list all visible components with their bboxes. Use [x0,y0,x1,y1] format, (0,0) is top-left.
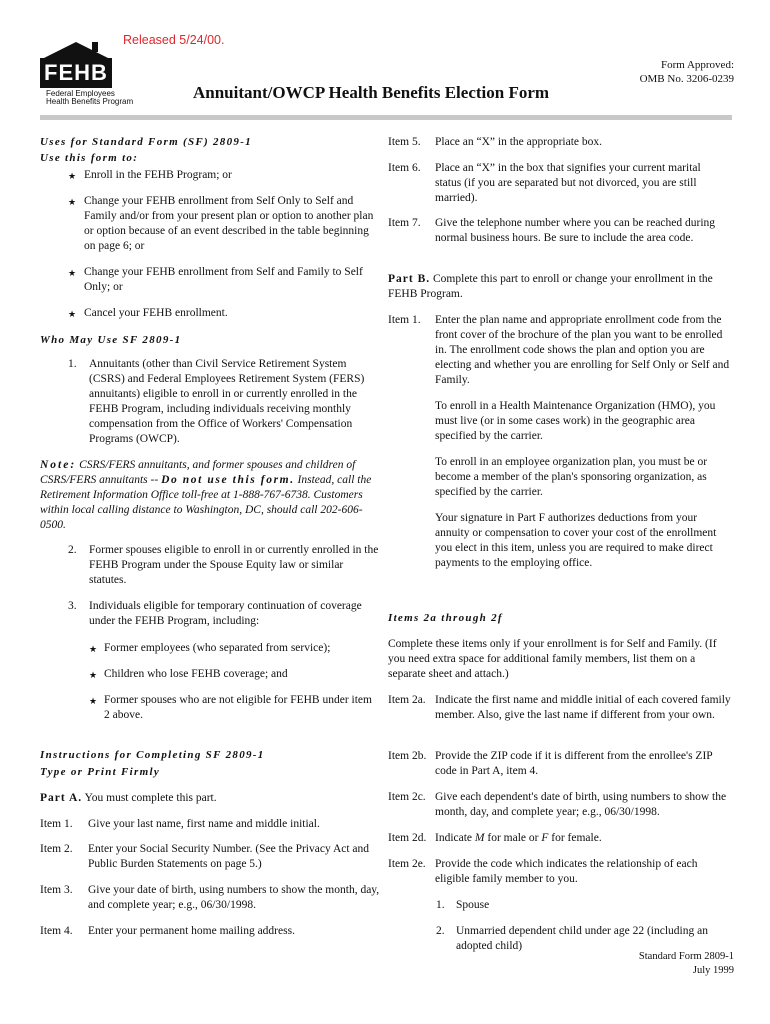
use-bullet-3: Change your FEHB enrollment from Self and Family to Self Only; or [84,266,363,293]
note-label: Note: [40,459,77,471]
use-bullet-2: Change your FEHB enrollment from Self Only to Self and Family and/or from your present plan or option to another plan or option because of an event described in the table beginning on page 6; or [84,195,374,252]
bullet-icon: ★ [89,696,98,706]
item-2d-text [435,831,731,846]
item-2b-label: Item 2b. [388,750,427,762]
type-print-heading: Type or Print Firmly [40,766,161,778]
item-4-label: Item 4. [40,925,73,937]
who-3-text: Individuals eligible for temporary continuation of coverage under the FEHB Program, including: [89,600,362,627]
item-b1-label: Item 1. [388,314,421,326]
note-text-c: Instead, call the Retirement Information Office toll-free at 1-888-767-6738. Customers within local calling distance to Washington, DC, should call 202-606-0500. [40,474,372,531]
form-number: Standard Form 2809-1 [638,951,734,962]
item-3-text: Give your date of birth, using numbers to show the month, day, and complete year; e.g., 06/30/1998. [88,884,380,911]
note-paragraph [40,458,376,533]
item-2c-text: Give each dependent's date of birth, using numbers to show the month, day, and complete year; e.g., 06/30/1998. [435,791,727,818]
use-form-heading: Use this form to: [40,152,139,164]
code-2-number: 2. [436,925,445,937]
item-b1-text: Enter the plan name and appropriate enrollment code from the front cover of the brochure of the plan you want to be enrolled in. The enrollment code shows the plan and option you are electing and whether you are enrolling for Self Only or Self and Family. [435,314,730,386]
part-a [40,791,217,806]
item-1-text: Give your last name, first name and middle initial. [88,818,320,830]
logo-chimney [92,42,98,52]
item-2a-label: Item 2a. [388,694,426,706]
instructions-heading: Instructions for Completing SF 2809-1 [40,749,265,761]
item-3-label: Item 3. [40,884,73,896]
item-4-text: Enter your permanent home mailing address. [88,925,295,937]
header-divider [40,115,732,120]
item-2e-text: Provide the code which indicates the relationship of each eligible family member to you. [435,858,698,885]
item-2a-text: Indicate the first name and middle initial of each covered family member. Also, give the last name if different from your own. [435,694,731,721]
form-footer [639,950,734,978]
code-1-text: Spouse [456,899,490,911]
use-bullet-4: Cancel your FEHB enrollment. [84,307,228,319]
item-2d-female: F [541,832,549,844]
bullet-icon: ★ [68,309,77,319]
bullet-icon: ★ [68,268,77,278]
who-1-text: Annuitants (other than Civil Service Retirement System (CSRS) and Federal Employees Retirement System (FERS) annuitants) eligible to enroll in or currently enrolled in the FEHB Program, including individuals receiving monthly compensation from the Office of Workers' Compensation Programs (OWCP). [89,358,365,445]
part-b [388,272,732,302]
approved-line-2: OMB No. 3206-0239 [639,73,734,85]
uses-heading: Uses for Standard Form (SF) 2809-1 [40,136,252,148]
code-1-number: 1. [436,899,445,911]
item-2d-post: for female. [551,832,602,844]
omb-approval [640,58,734,86]
hmo-paragraph: To enroll in a Health Maintenance Organization (HMO), you must live (or in some cases work) in the geographic area specified by the carrier. [435,400,716,442]
page-title: Annuitant/OWCP Health Benefits Election Form [193,83,550,102]
who-3-number: 3. [68,600,77,612]
item-2c-label: Item 2c. [388,791,426,803]
item-2-text: Enter your Social Security Number. (See the Privacy Act and Public Burden Statements on page 5.) [88,843,370,870]
who-2-number: 2. [68,544,77,556]
item-1-label: Item 1. [40,818,73,830]
approved-line-1: Form Approved: [660,59,734,71]
release-date: Released 5/24/00. [123,33,225,47]
use-bullet-1: Enroll in the FEHB Program; or [84,169,232,181]
item-5-label: Item 5. [388,136,421,148]
item-2-label: Item 2. [40,843,73,855]
items2-heading: Items 2a through 2f [388,612,503,624]
logo-text: FEHB [40,58,112,88]
note-emphasis: Do not use this form. [161,474,295,486]
part-b-label: Part B. [388,273,431,285]
items2-intro: Complete these items only if your enrollment is for Self and Family. (If you need extra space for additional family members, list them on a separate sheet and attach.) [388,638,717,680]
who-1-number: 1. [68,358,77,370]
part-b-text: Complete this part to enroll or change your enrollment in the FEHB Program. [388,273,713,300]
item-2d-pre: Indicate [435,832,473,844]
item-7-label: Item 7. [388,217,421,229]
code-2-text: Unmarried dependent child under age 22 (including an adopted child) [456,925,708,952]
bullet-icon: ★ [68,171,77,181]
signature-paragraph: Your signature in Part F authorizes deductions from your annuity or compensation to cover your cost of the enrollment you elect in this item, unless you are required to make direct payments to the employing office. [435,512,717,569]
sub-bullet-2: Children who lose FEHB coverage; and [104,668,288,680]
fehb-logo [40,40,134,106]
item-5-text: Place an “X” in the appropriate box. [435,136,603,148]
logo-subtitle [46,90,133,106]
part-a-label: Part A. [40,792,83,804]
item-6-label: Item 6. [388,162,421,174]
item-7-text: Give the telephone number where you can be reached during normal business hours. Be sure to include the area code. [435,217,716,244]
org-paragraph: To enroll in an employee organization plan, you must be or become a member of the plan's sponsoring organization, as specified by the carrier. [435,456,708,498]
item-2d-male: M [474,832,485,844]
bullet-icon: ★ [89,644,98,654]
item-2d-label: Item 2d. [388,832,427,844]
item-2e-label: Item 2e. [388,858,426,870]
logo-subtitle-line-2: Health Benefits Program [46,97,134,106]
bullet-icon: ★ [68,197,77,207]
who-2-text: Former spouses eligible to enroll in or currently enrolled in the FEHB Program under the Spouse Equity law or similar statutes. [89,544,379,586]
note-text-a: CSRS/FERS annuitants, and former spouses and children of CSRS/FERS annuitants -- [40,459,356,486]
part-a-text: You must complete this part. [84,792,217,804]
sub-bullet-3: Former spouses who are not eligible for FEHB under item 2 above. [104,694,372,721]
who-heading: Who May Use SF 2809-1 [40,334,182,346]
bullet-icon: ★ [89,670,98,680]
sub-bullet-1: Former employees (who separated from service); [104,642,331,654]
logo-subtitle-line-1: Federal Employees [46,89,115,98]
item-2b-text: Provide the ZIP code if it is different from the enrollee's ZIP code in Part A, item 4. [435,750,713,777]
item-6-text: Place an “X” in the box that signifies your current marital status (if you are separated but not divorced, you are still married). [435,162,701,204]
house-icon [44,42,108,58]
form-date: July 1999 [692,965,734,976]
item-2d-mid: for male or [487,832,539,844]
